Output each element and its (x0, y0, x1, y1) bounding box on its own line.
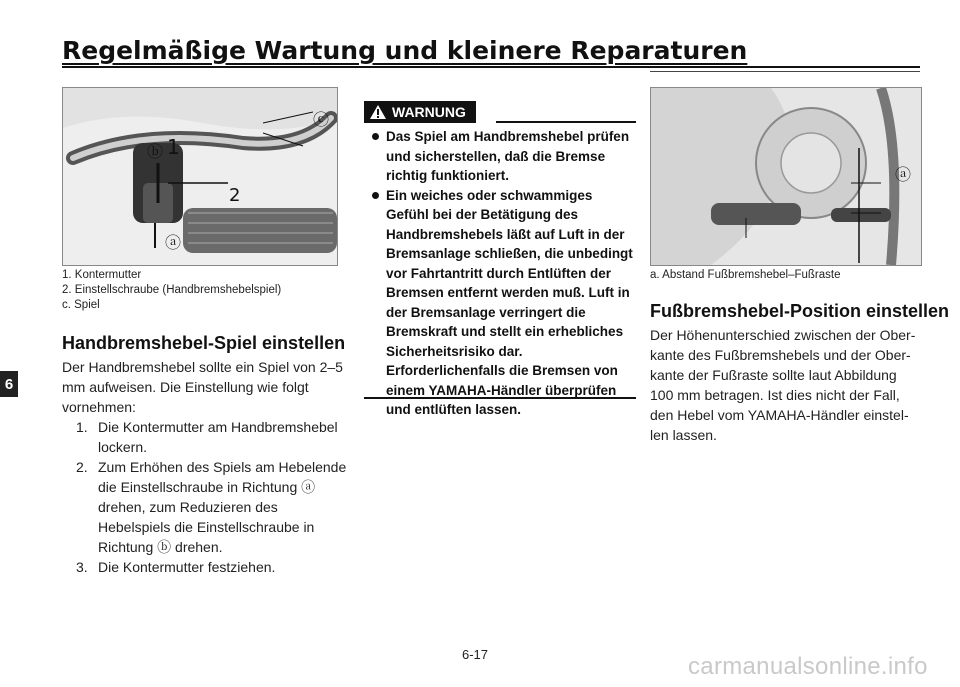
step-text: Zum Erhöhen des Spiels am Hebelende die Einstellschraube in Richtung ⓐ drehen, zum Reduzieren des Hebelspiels die Einstellschraube in Richtung ⓑ drehen. (98, 459, 347, 555)
section-heading-handlebar: Handbremshebel-Spiel einstellen (62, 333, 346, 353)
bullet-icon (364, 127, 386, 186)
steps-list (62, 417, 347, 577)
title-rule-secondary (650, 71, 920, 72)
step-number: 1. (76, 419, 88, 435)
label-c: ⓒ (313, 110, 330, 129)
warning-label: WARNUNG (392, 104, 466, 120)
section-body-handlebar (62, 357, 347, 577)
handlebar-lever-illustration (63, 88, 337, 265)
step-item (76, 557, 347, 577)
label-a: ⓐ (895, 165, 912, 184)
label-2: 2 (229, 185, 241, 206)
page-title: Regelmäßige Wartung und kleinere Reparaturen (62, 36, 748, 65)
section-heading-footbrake: Fußbremshebel-Position einstellen (650, 301, 950, 321)
step-text: Die Kontermutter festziehen. (98, 559, 276, 575)
warning-bottom-rule (364, 397, 636, 399)
caption-item: c. Spiel (62, 299, 100, 311)
label-b: ⓑ (147, 142, 164, 161)
step-number: 2. (76, 459, 88, 475)
step-item (76, 457, 347, 557)
label-a: ⓐ (165, 233, 182, 252)
warning-text: Ein weiches oder schwammiges Gefühl bei der Betätigung des Handbremshebels läßt auf Luft in der Bremsanlage schließen, die unbedingt vor Fahrtantritt durch Entlüften der Bremsen entfernt werden muß. Luft in der Bremsanlage verringert die Bremskraft und stellt ein erhebliches Sicherheitsrisiko dar. Erforderlichenfalls die Bremsen von einem YAMAHA-Händler überprüfen und entlüften lassen. (386, 187, 633, 417)
warning-top-rule (496, 121, 636, 123)
foot-brake-figure (650, 87, 922, 266)
warning-list (364, 127, 636, 420)
step-text: Die Kontermutter am Handbremshebel lockern. (98, 419, 338, 455)
step-item (76, 417, 347, 457)
page-number: 6-17 (462, 647, 489, 662)
right-figure-caption: a. Abstand Fußbremshebel–Fußraste (650, 269, 841, 281)
title-rule (62, 66, 920, 68)
warning-item (364, 186, 636, 420)
caption-item: 2. Einstellschraube (Handbremshebelspiel) (62, 284, 282, 296)
label-1: 1 (167, 135, 180, 159)
warning-item (364, 127, 636, 186)
section-body-footbrake: Der Höhenunterschied zwischen der Oberkante des Fußbremshebels und der Oberkante der Fußraste sollte laut Abbildung 100 mm betragen. Ist dies nicht der Fall, den Hebel vom YAMAHA-Händler einstellen lassen. (650, 327, 916, 443)
warning-badge (364, 101, 476, 123)
bullet-icon (364, 186, 386, 420)
handlebar-lever-figure (62, 87, 338, 266)
watermark: carmanualsonline.info (688, 653, 928, 680)
foot-brake-illustration (651, 88, 921, 265)
warning-text: Das Spiel am Handbremshebel prüfen und sicherstellen, daß die Bremse richtig funktioniert. (386, 129, 630, 183)
chapter-tab: 6 (0, 371, 18, 397)
left-figure-captions (62, 268, 342, 313)
section-intro: Der Handbremshebel sollte ein Spiel von 2–5 mm aufweisen. Die Einstellung wie folgt vornehmen: (62, 359, 343, 415)
warning-triangle-icon (370, 105, 386, 119)
caption-item: 1. Kontermutter (62, 269, 142, 281)
step-number: 3. (76, 559, 88, 575)
